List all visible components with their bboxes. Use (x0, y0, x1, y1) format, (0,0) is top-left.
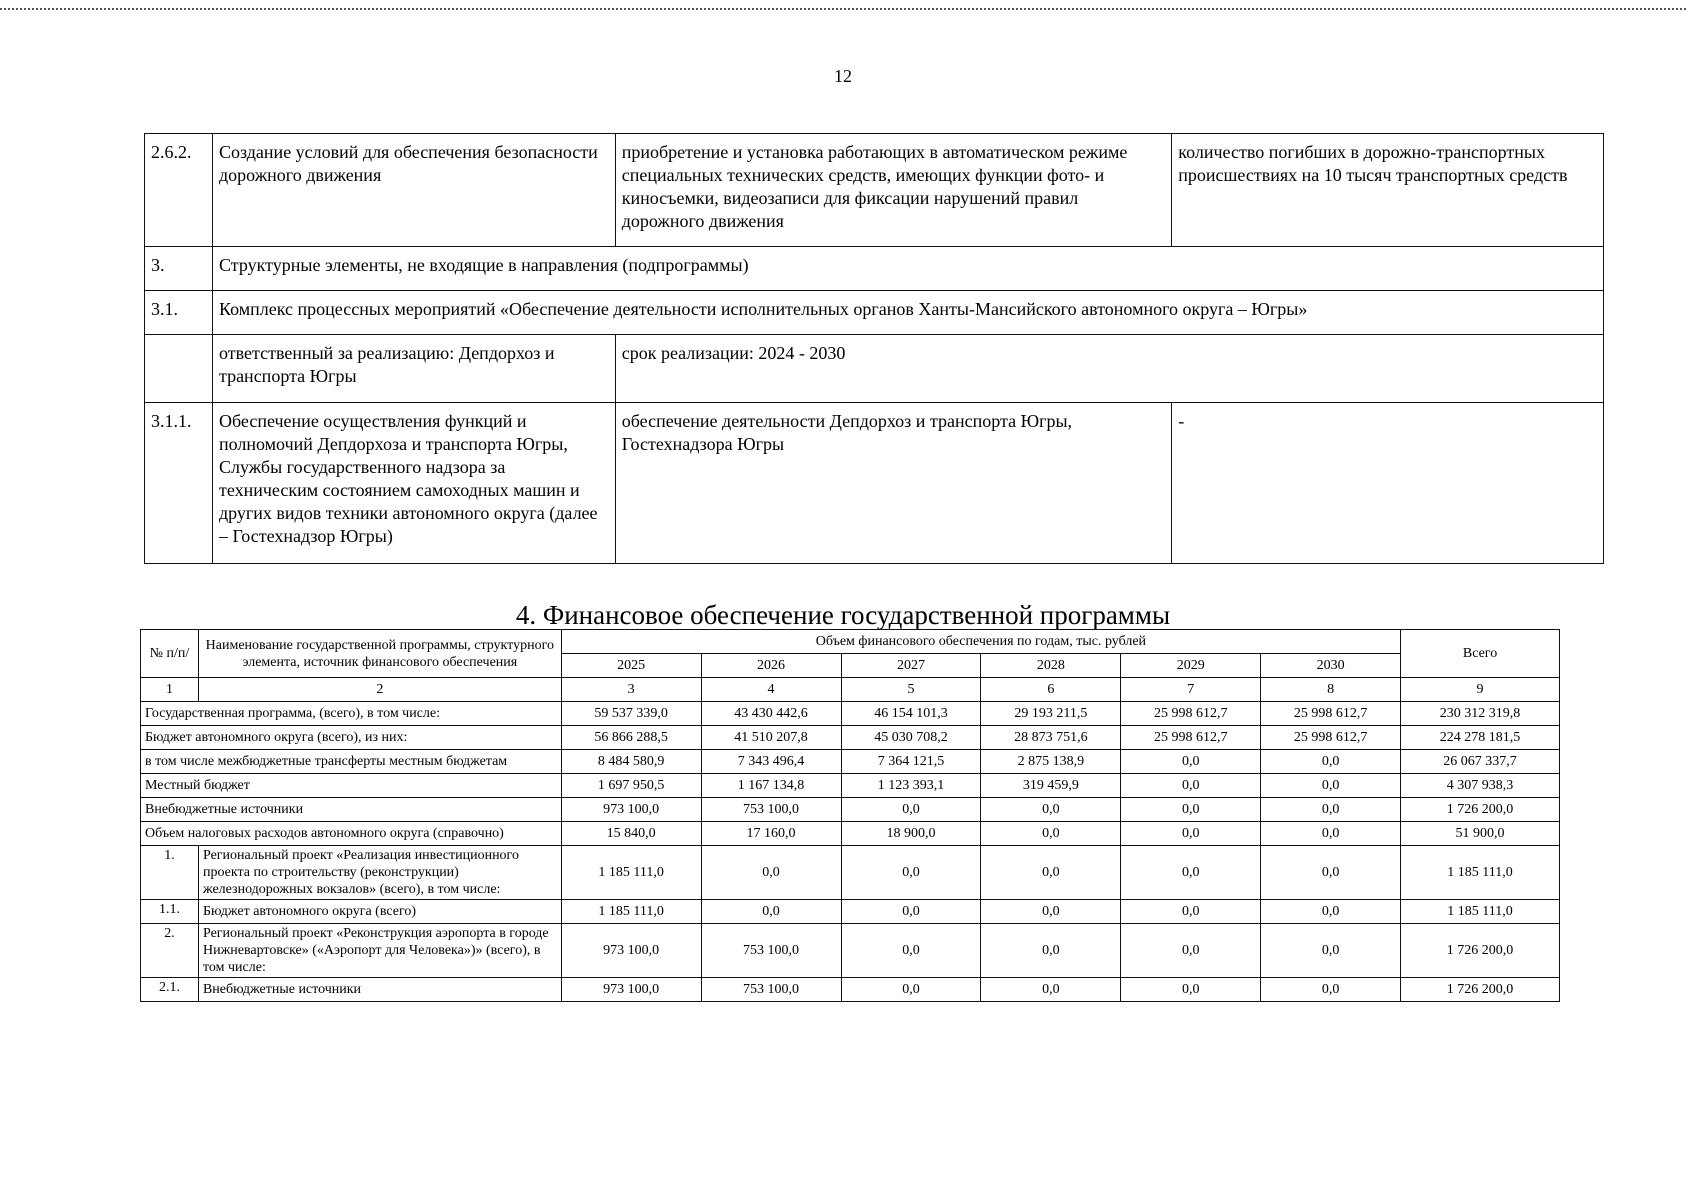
value-cell: 0,0 (1121, 978, 1261, 1002)
row-label: Бюджет автономного округа (всего), из них: (141, 726, 562, 750)
total-cell: 4 307 938,3 (1401, 774, 1560, 798)
year-header: 2027 (841, 654, 981, 678)
value-cell: 56 866 288,5 (561, 726, 701, 750)
table-row (141, 750, 1560, 774)
total-cell: 51 900,0 (1401, 822, 1560, 846)
total-cell: 1 185 111,0 (1401, 900, 1560, 924)
table-row (141, 726, 1560, 750)
value-cell: 0,0 (1261, 774, 1401, 798)
total-cell: 1 726 200,0 (1401, 798, 1560, 822)
table-row (145, 134, 1604, 247)
value-cell: 1 697 950,5 (561, 774, 701, 798)
header-row (141, 630, 1560, 654)
section-title: 4. Финансовое обеспечение государственной программы (515, 600, 1171, 630)
value-cell: 0,0 (1261, 750, 1401, 774)
column-number: 6 (981, 678, 1121, 702)
row-number: 2.6.2. (145, 134, 213, 247)
value-cell: 17 160,0 (701, 822, 841, 846)
value-cell: 0,0 (841, 846, 981, 900)
row-label: Местный бюджет (141, 774, 562, 798)
value-cell: 973 100,0 (561, 978, 701, 1002)
value-cell: 1 185 111,0 (561, 846, 701, 900)
value-cell: 7 343 496,4 (701, 750, 841, 774)
value-cell: 41 510 207,8 (701, 726, 841, 750)
value-cell: 43 430 442,6 (701, 702, 841, 726)
value-cell: 0,0 (981, 900, 1121, 924)
year-header: 2026 (701, 654, 841, 678)
row-label: Бюджет автономного округа (всего) (198, 900, 561, 924)
total-cell: 26 067 337,7 (1401, 750, 1560, 774)
value-cell: 0,0 (1261, 798, 1401, 822)
column-number: 3 (561, 678, 701, 702)
row-label: Государственная программа, (всего), в том числе: (141, 702, 562, 726)
value-cell: 973 100,0 (561, 924, 701, 978)
value-cell: 59 537 339,0 (561, 702, 701, 726)
row-number: 3. (145, 247, 213, 291)
row-number: 1.1. (141, 900, 199, 924)
value-cell: 0,0 (1121, 900, 1261, 924)
year-header: 2028 (981, 654, 1121, 678)
table-row (145, 247, 1604, 291)
year-header: 2025 (561, 654, 701, 678)
implementation-term: срок реализации: 2024 - 2030 (615, 335, 1603, 403)
element-indicator: - (1172, 403, 1604, 564)
value-cell: 0,0 (841, 900, 981, 924)
value-cell: 0,0 (981, 924, 1121, 978)
row-label: Внебюджетные источники (141, 798, 562, 822)
header-volume: Объем финансового обеспечения по годам, тыс. рублей (561, 630, 1400, 654)
value-cell: 0,0 (841, 924, 981, 978)
row-label: Внебюджетные источники (198, 978, 561, 1002)
column-number: 1 (141, 678, 199, 702)
total-cell: 1 185 111,0 (1401, 846, 1560, 900)
total-cell: 1 726 200,0 (1401, 978, 1560, 1002)
value-cell: 319 459,9 (981, 774, 1121, 798)
table-row (145, 291, 1604, 335)
responsible-executor: ответственный за реализацию: Депдорхоз и транспорта Югры (212, 335, 615, 403)
element-task: обеспечение деятельности Депдорхоз и транспорта Югры, Гостехнадзора Югры (615, 403, 1172, 564)
row-label: в том числе межбюджетные трансферты местным бюджетам (141, 750, 562, 774)
value-cell: 25 998 612,7 (1261, 702, 1401, 726)
value-cell: 25 998 612,7 (1121, 726, 1261, 750)
value-cell: 25 998 612,7 (1261, 726, 1401, 750)
value-cell: 8 484 580,9 (561, 750, 701, 774)
column-number: 7 (1121, 678, 1261, 702)
header-num: № п/п/ (141, 630, 199, 678)
table-row (141, 702, 1560, 726)
value-cell: 29 193 211,5 (981, 702, 1121, 726)
value-cell: 0,0 (841, 978, 981, 1002)
section-heading: Структурные элементы, не входящие в направления (подпрограммы) (212, 247, 1603, 291)
value-cell: 0,0 (701, 900, 841, 924)
value-cell: 0,0 (701, 846, 841, 900)
column-number: 2 (198, 678, 561, 702)
value-cell: 973 100,0 (561, 798, 701, 822)
table-row (141, 774, 1560, 798)
table-row (141, 846, 1560, 900)
value-cell: 7 364 121,5 (841, 750, 981, 774)
column-number: 5 (841, 678, 981, 702)
total-cell: 1 726 200,0 (1401, 924, 1560, 978)
table-row (145, 335, 1604, 403)
table-row (141, 798, 1560, 822)
scan-edge-line (0, 8, 1686, 10)
table-row (141, 900, 1560, 924)
value-cell: 753 100,0 (701, 798, 841, 822)
header-name: Наименование государственной программы, структурного элемента, источник финансового обеспечения (198, 630, 561, 678)
year-header: 2029 (1121, 654, 1261, 678)
element-task: приобретение и установка работающих в автоматическом режиме специальных технических средств, имеющих функции фото- и киносъемки, видеозаписи для фиксации нарушений правил дорожного движения (615, 134, 1172, 247)
row-number: 3.1. (145, 291, 213, 335)
value-cell: 46 154 101,3 (841, 702, 981, 726)
element-name: Обеспечение осуществления функций и полномочий Депдорхоза и транспорта Югры, Службы государственного надзора за техническим состоянием самоходных машин и других видов техники автономного округа (далее – Гостехнадзор Югры) (212, 403, 615, 564)
total-cell: 224 278 181,5 (1401, 726, 1560, 750)
value-cell: 0,0 (1121, 798, 1261, 822)
value-cell: 0,0 (1261, 924, 1401, 978)
row-number-empty (145, 335, 213, 403)
row-label: Региональный проект «Реконструкция аэропорта в городе Нижневартовске» («Аэропорт для Человека»)» (всего), в том числе: (198, 924, 561, 978)
value-cell: 0,0 (841, 798, 981, 822)
row-number: 3.1.1. (145, 403, 213, 564)
value-cell: 0,0 (981, 822, 1121, 846)
table-row (141, 924, 1560, 978)
value-cell: 753 100,0 (701, 924, 841, 978)
value-cell: 0,0 (981, 978, 1121, 1002)
value-cell: 0,0 (981, 846, 1121, 900)
value-cell: 1 185 111,0 (561, 900, 701, 924)
value-cell: 15 840,0 (561, 822, 701, 846)
column-number: 4 (701, 678, 841, 702)
structure-table (144, 133, 1604, 564)
value-cell: 0,0 (1121, 924, 1261, 978)
table-row (141, 978, 1560, 1002)
value-cell: 25 998 612,7 (1121, 702, 1261, 726)
value-cell: 1 167 134,8 (701, 774, 841, 798)
column-numbers-row (141, 678, 1560, 702)
value-cell: 0,0 (981, 798, 1121, 822)
column-number: 8 (1261, 678, 1401, 702)
table-row (145, 403, 1604, 564)
row-number: 2. (141, 924, 199, 978)
value-cell: 0,0 (1121, 846, 1261, 900)
complex-title: Комплекс процессных мероприятий «Обеспечение деятельности исполнительных органов Ханты-Мансийского автономного округа – Югры» (212, 291, 1603, 335)
value-cell: 0,0 (1121, 774, 1261, 798)
value-cell: 1 123 393,1 (841, 774, 981, 798)
element-name: Создание условий для обеспечения безопасности дорожного движения (212, 134, 615, 247)
value-cell: 0,0 (1121, 750, 1261, 774)
value-cell: 0,0 (1261, 900, 1401, 924)
total-cell: 230 312 319,8 (1401, 702, 1560, 726)
value-cell: 18 900,0 (841, 822, 981, 846)
value-cell: 2 875 138,9 (981, 750, 1121, 774)
year-header: 2030 (1261, 654, 1401, 678)
header-total: Всего (1401, 630, 1560, 678)
row-number: 1. (141, 846, 199, 900)
value-cell: 0,0 (1261, 846, 1401, 900)
value-cell: 753 100,0 (701, 978, 841, 1002)
table-row (141, 822, 1560, 846)
value-cell: 0,0 (1261, 978, 1401, 1002)
row-label: Региональный проект «Реализация инвестиционного проекта по строительству (реконструкции) железнодорожных вокзалов» (всего), в том числе: (198, 846, 561, 900)
financing-rows (141, 702, 1560, 1002)
value-cell: 0,0 (1261, 822, 1401, 846)
column-number: 9 (1401, 678, 1560, 702)
row-label: Объем налоговых расходов автономного округа (справочно) (141, 822, 562, 846)
row-number: 2.1. (141, 978, 199, 1002)
element-indicator: количество погибших в дорожно-транспортных происшествиях на 10 тысяч транспортных средств (1172, 134, 1604, 247)
financing-table (140, 629, 1560, 1002)
value-cell: 28 873 751,6 (981, 726, 1121, 750)
value-cell: 45 030 708,2 (841, 726, 981, 750)
page-number: 12 (834, 66, 852, 86)
value-cell: 0,0 (1121, 822, 1261, 846)
